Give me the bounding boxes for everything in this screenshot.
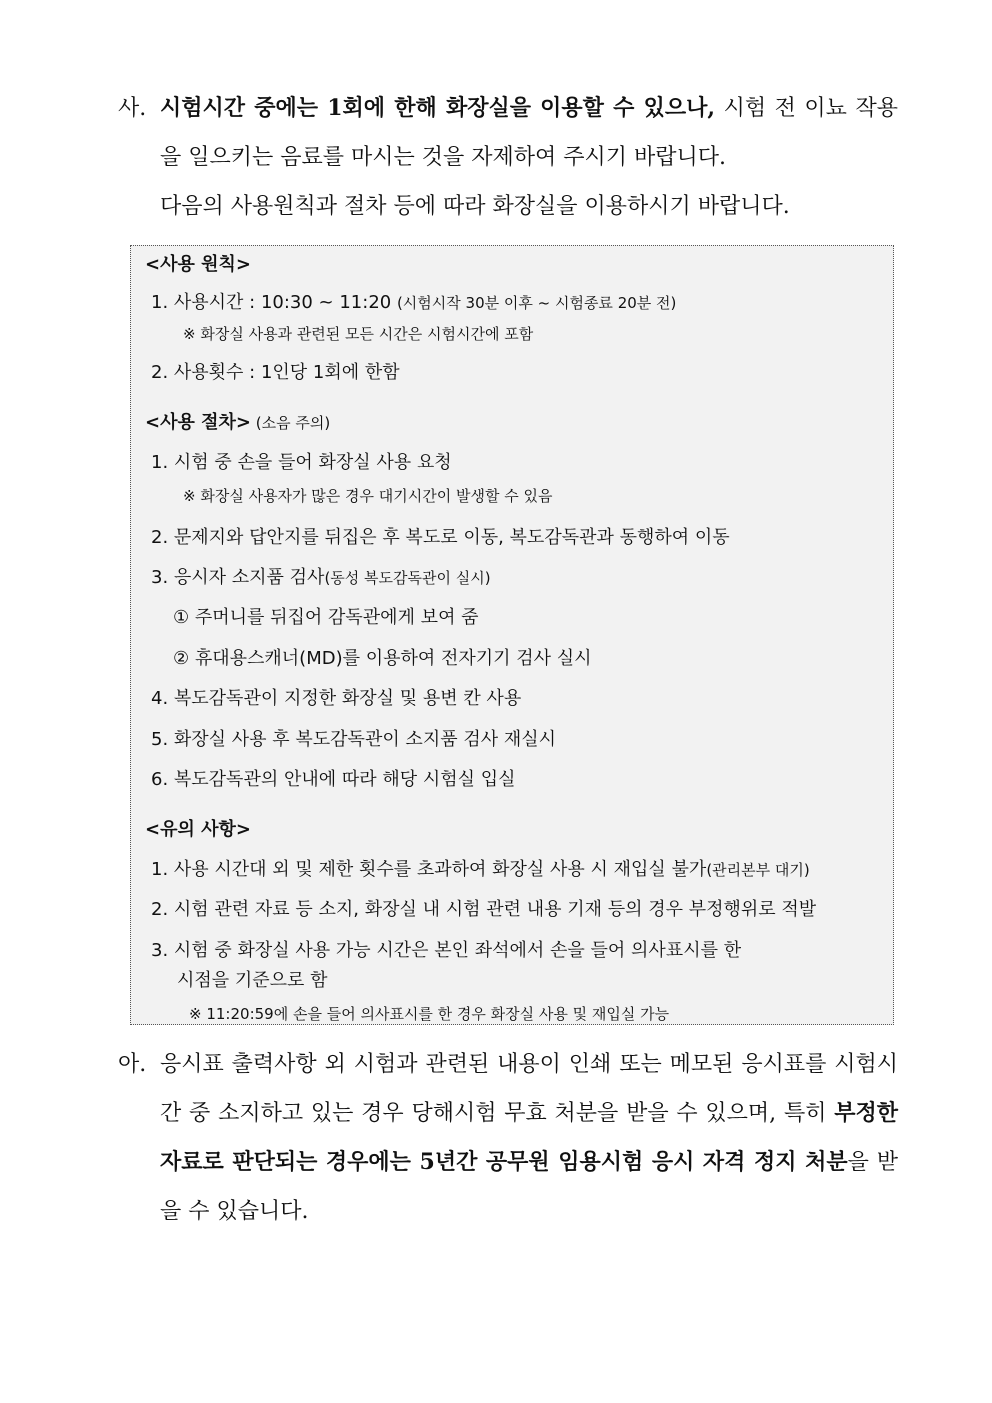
section-ah-label: 아. [118,1052,147,1077]
cautions-item-3-note: ※ 11:20:59에 손을 들어 의사표시를 한 경우 화장실 사용 및 재입실 가능 [189,1005,670,1023]
section-sa-bold: 시험시간 중에는 1회에 한해 화장실을 이용할 수 있으나, [160,95,716,121]
section-sa [118,84,898,231]
section-ah-text-2: 을 받을 수 있습니다. [160,1150,898,1224]
procedure-item-3-main: 3. 응시자 소지품 검사 [151,567,325,588]
procedure-item-3-small: (동성 복도감독관이 실시) [324,569,491,587]
cautions-item-3-line-2: 시점을 기준으로 함 [177,970,328,991]
section-sa-text: 시험 전 이뇨 작용을 일으키는 음료를 마시는 것을 자제하여 주시기 바랍니다. [160,96,898,170]
section-ah-text-1: 응시표 출력사항 외 시험과 관련된 내용이 인쇄 또는 메모된 응시표를 시험시간 중 소지하고 있는 경우 당해시험 무효 처분을 받을 수 있으며, 특히 [160,1052,898,1126]
restroom-info-box [130,245,894,1025]
section-ah-bold: 부정한 자료로 판단되는 경우에는 5년간 공무원 임용시험 응시 자격 정지 처분 [160,1100,898,1175]
principles-item-1 [151,288,676,314]
cautions-heading: <유의 사항> [145,819,251,840]
section-sa-body [160,84,898,182]
procedure-item-6: 6. 복도감독관의 안내에 따라 해당 시험실 입실 [151,769,516,790]
cautions-item-1-small: (관리본부 대기) [706,861,810,879]
principles-item-1-note: ※ 화장실 사용과 관련된 모든 시간은 시험시간에 포함 [183,325,534,343]
procedure-subitem-1: ① 주머니를 뒤집어 감독관에게 보여 줌 [173,607,479,628]
cautions-item-1-main: 1. 사용 시간대 외 및 제한 횟수를 초과하여 화장실 사용 시 재입실 불가 [151,859,707,880]
section-sa-line3: 다음의 사용원칙과 절차 등에 따라 화장실을 이용하시기 바랍니다. [160,194,790,219]
procedure-item-4: 4. 복도감독관이 지정한 화장실 및 용변 칸 사용 [151,688,522,709]
procedure-heading-title: <사용 절차> [145,412,251,433]
principles-item-1-main: 1. 사용시간 : 10:30 ~ 11:20 [151,292,397,313]
cautions-item-1 [151,855,810,881]
procedure-item-1: 1. 시험 중 손을 들어 화장실 사용 요청 [151,452,452,473]
procedure-item-5: 5. 화장실 사용 후 복도감독관이 소지품 검사 재실시 [151,729,556,750]
cautions-item-3-line-1: 3. 시험 중 화장실 사용 가능 시간은 본인 좌석에서 손을 들어 의사표시를 한 [151,940,742,961]
procedure-item-1-note: ※ 화장실 사용자가 많은 경우 대기시간이 발생할 수 있음 [183,487,553,505]
section-ah [118,1040,898,1236]
section-sa-label: 사. [118,96,147,121]
section-ah-body [160,1040,898,1236]
principles-item-2: 2. 사용횟수 : 1인당 1회에 한함 [151,362,400,383]
principles-item-1-small: (시험시작 30분 이후 ~ 시험종료 20분 전) [396,294,677,312]
procedure-heading-sub: (소음 주의) [250,414,331,432]
procedure-item-2: 2. 문제지와 답안지를 뒤집은 후 복도로 이동, 복도감독관과 동행하여 이동 [151,527,730,548]
cautions-item-2: 2. 시험 관련 자료 등 소지, 화장실 내 시험 관련 내용 기재 등의 경우 부정행위로 적발 [151,899,817,920]
procedure-heading [145,408,330,434]
principles-heading: <사용 원칙> [145,254,251,275]
procedure-item-3 [151,563,491,589]
procedure-subitem-2: ② 휴대용스캐너(MD)를 이용하여 전자기기 검사 실시 [173,648,592,669]
